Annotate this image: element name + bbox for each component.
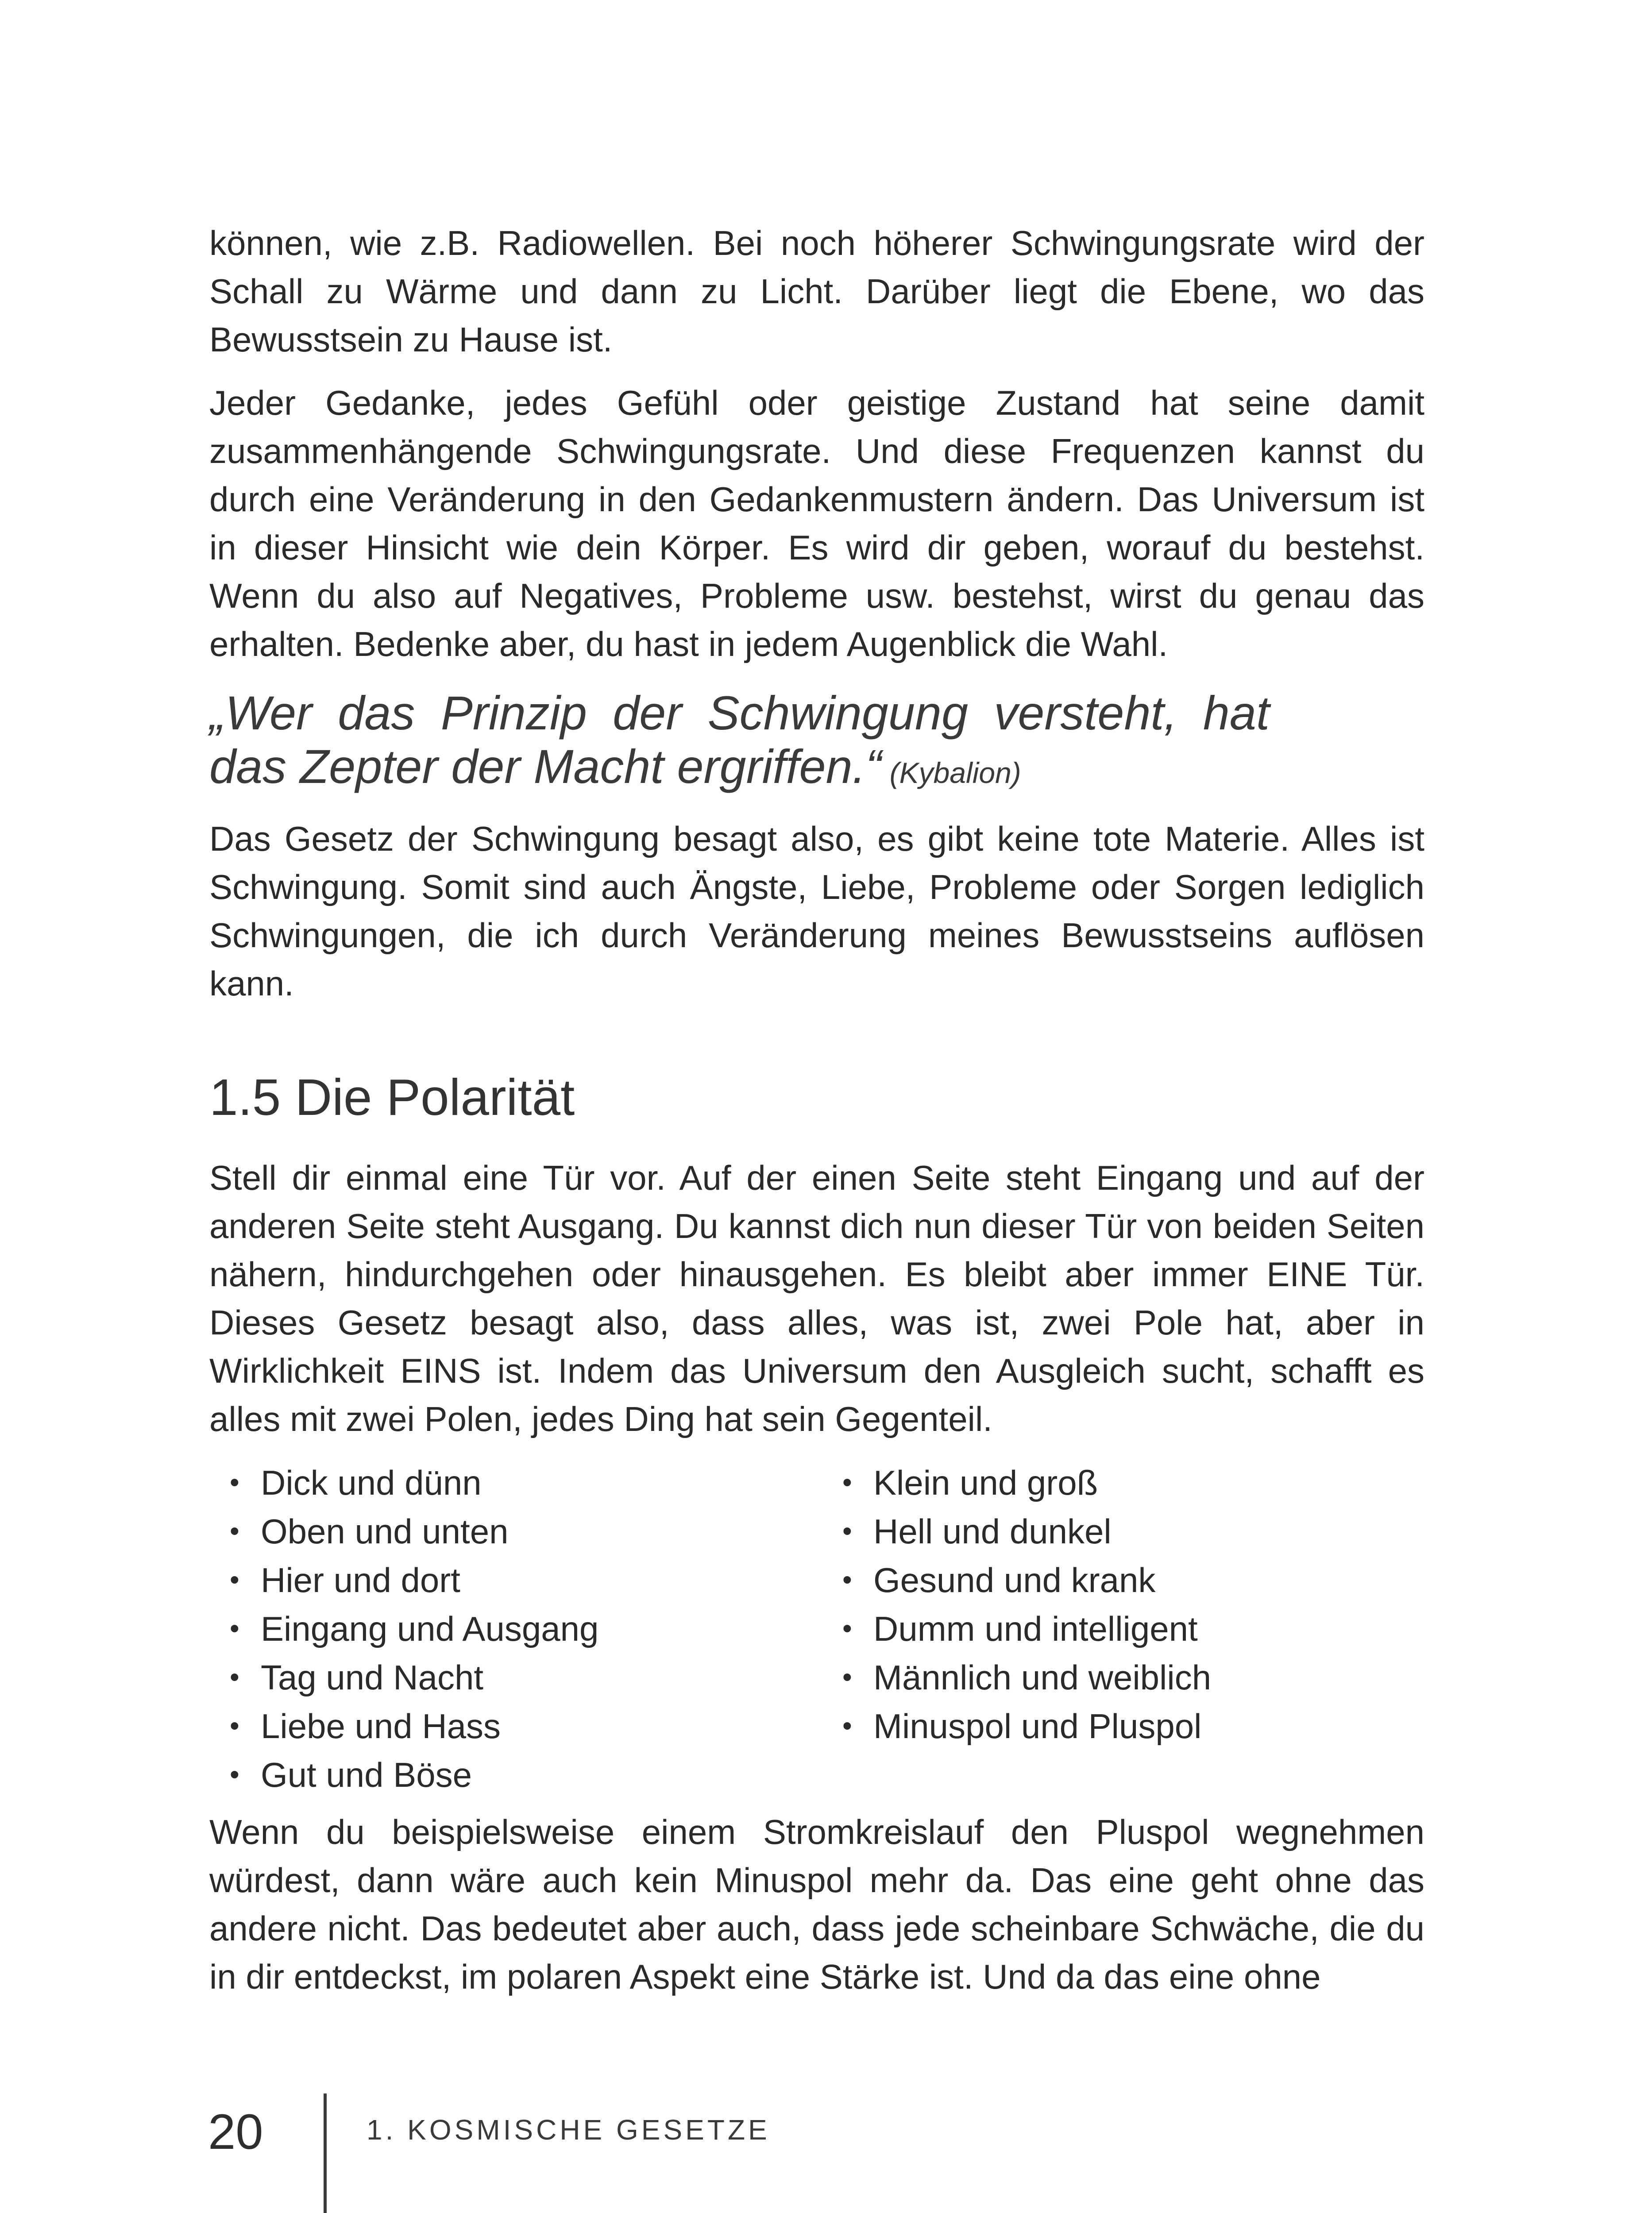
page-number: 20 [208, 2104, 263, 2159]
body-paragraph: Jeder Gedanke, jedes Gefühl oder geistige Zustand hat seine damit zusammenhängende Schwingungsrate. Und diese Frequenzen kannst du durch eine Veränderung in den Gedankenmustern ändern. Das Universum ist in dieser Hinsicht wie dein Körper. Es wird dir geben, worauf du bestehst. Wenn du also auf Negatives, Probleme usw. bestehst, wirst du genau das erhalten. Bedenke aber, du hast in jedem Augenblick die Wahl. [209, 383, 1424, 663]
list-item [230, 1653, 842, 1702]
bullet-icon: • [230, 1516, 239, 1546]
list-item [842, 1653, 1211, 1702]
pull-quote [209, 686, 1424, 800]
list-item-text: Minuspol und Pluspol [873, 1707, 1202, 1746]
bullet-icon: • [842, 1613, 852, 1644]
bullet-icon: • [230, 1759, 239, 1790]
list-item-text: Männlich und weiblich [873, 1658, 1212, 1697]
list-item [230, 1604, 842, 1653]
body-paragraph: Das Gesetz der Schwingung besagt also, es gibt keine tote Materie. Alles ist Schwingung. Somit sind auch Ängste, Liebe, Probleme oder Sorgen lediglich Schwingungen, die ich durch Veränderung meines Bewusstseins auflösen kann. [209, 819, 1424, 1003]
list-item-text: Gut und Böse [261, 1755, 472, 1794]
list-item-text: Dumm und intelligent [873, 1609, 1198, 1648]
bullet-icon: • [842, 1565, 852, 1595]
list-item-text: Eingang und Ausgang [261, 1609, 599, 1648]
body-paragraph: können, wie z.B. Radiowellen. Bei noch höherer Schwingungsrate wird der Schall zu Wärme und dann zu Licht. Darüber liegt die Ebene, wo das Bewusstsein zu Hause ist. [209, 224, 1424, 359]
bullet-icon: • [842, 1711, 852, 1741]
list-item [842, 1556, 1211, 1604]
quote-line-2-text: das Zepter der Macht ergriffen.“ [209, 740, 882, 793]
list-item [842, 1604, 1211, 1653]
running-head: 1. KOSMISCHE GESETZE [367, 2114, 770, 2146]
body-paragraph: Stell dir einmal eine Tür vor. Auf der einen Seite steht Eingang und auf der anderen Seite steht Ausgang. Du kannst dich nun dieser Tür von beiden Seiten nähern, hindurchgehen oder hinausgehen. Es bleibt aber immer EINE Tür. Dieses Gesetz besagt also, dass alles, was ist, zwei Pole hat, aber in Wirklichkeit EINS ist. Indem das Universum den Ausgleich sucht, schafft es alles mit zwei Polen, jedes Ding hat sein Gegenteil. [209, 1158, 1424, 1438]
list-item [842, 1507, 1211, 1556]
body-paragraph: Wenn du beispielsweise einem Stromkreislauf den Pluspol wegnehmen würdest, dann wäre auch kein Minuspol mehr da. Das eine geht ohne das andere nicht. Das bedeutet aber auch, dass jede scheinbare Schwäche, die du in dir entdeckst, im polaren Aspekt eine Stärke ist. Und da das eine ohne [209, 1812, 1424, 1996]
footer-divider [324, 2093, 327, 2213]
list-item-text: Liebe und Hass [261, 1707, 501, 1746]
list-item [230, 1556, 842, 1604]
quote-line-2 [209, 740, 1424, 800]
list-item [230, 1458, 842, 1507]
quote-source: (Kybalion) [889, 756, 1021, 789]
bullet-icon: • [842, 1662, 852, 1693]
quote-line-1: „Wer das Prinzip der Schwingung versteht, hat [209, 686, 1270, 740]
list-item-text: Gesund und krank [873, 1561, 1156, 1600]
bullet-icon: • [842, 1467, 852, 1498]
polarity-list-right [842, 1458, 1211, 1799]
list-item [842, 1458, 1211, 1507]
page-body [209, 219, 1424, 2016]
polarity-list-left [230, 1458, 842, 1799]
polarity-list [209, 1458, 1424, 1799]
list-item-text: Oben und unten [261, 1512, 509, 1551]
bullet-icon: • [230, 1613, 239, 1644]
list-item-text: Dick und dünn [261, 1463, 482, 1502]
list-item-text: Hell und dunkel [873, 1512, 1112, 1551]
list-item [842, 1702, 1211, 1750]
bullet-icon: • [842, 1516, 852, 1546]
list-item [230, 1702, 842, 1750]
list-item-text: Hier und dort [261, 1561, 460, 1600]
bullet-icon: • [230, 1565, 239, 1595]
bullet-icon: • [230, 1662, 239, 1693]
bullet-icon: • [230, 1711, 239, 1741]
bullet-icon: • [230, 1467, 239, 1498]
list-item [230, 1750, 842, 1799]
section-heading: 1.5 Die Polarität [209, 1068, 575, 1126]
list-item-text: Tag und Nacht [261, 1658, 484, 1697]
list-item [230, 1507, 842, 1556]
list-item-text: Klein und groß [873, 1463, 1098, 1502]
